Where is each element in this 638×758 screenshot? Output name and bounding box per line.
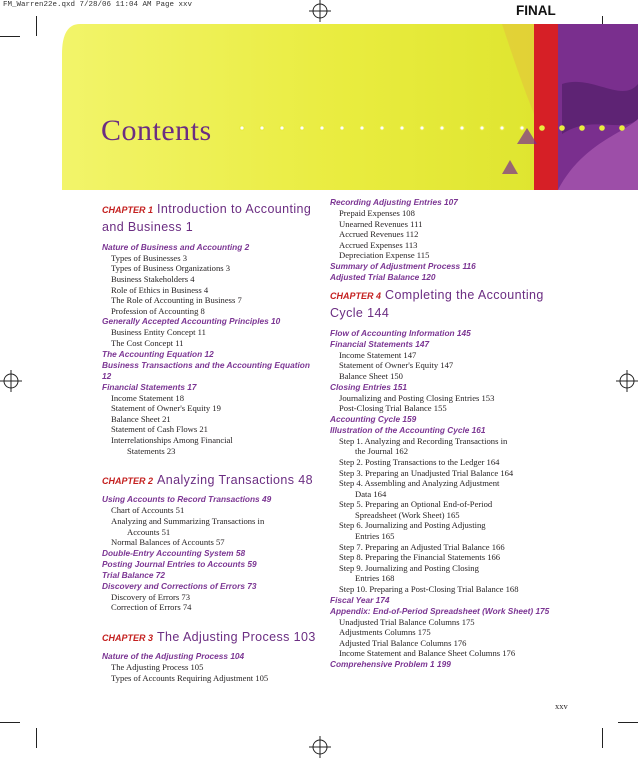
toc-entry: Prepaid Expenses 108 <box>339 208 415 218</box>
toc-section: Appendix: End-of-Period Spreadsheet (Work Sheet) 175 <box>330 605 550 616</box>
chapter-title: Completing the Accounting Cycle 144 <box>330 287 544 321</box>
toc-entry: The Cost Concept 11 <box>111 337 184 348</box>
chapter-heading <box>102 200 320 237</box>
toc-section: Using Accounts to Record Transactions 49 <box>102 494 272 505</box>
toc-entry: Step 8. Preparing the Financial Statements 166 <box>339 552 501 563</box>
toc-section: Generally Accepted Accounting Principles 10 <box>102 316 281 327</box>
toc-entry: Step 10. Preparing a Post-Closing Trial Balance 168 <box>339 584 519 595</box>
chapter-number: CHAPTER 2 <box>102 476 154 487</box>
toc-entry: Step 7. Preparing an Adjusted Trial Balance 166 <box>339 541 505 552</box>
toc-entry: Step 6. Journalizing and Posting Adjusting <box>339 520 486 531</box>
toc-entry: Post-Closing Trial Balance 155 <box>339 403 447 414</box>
toc-entry: The Adjusting Process 105 <box>111 662 204 673</box>
toc-entry: Business Entity Concept 11 <box>111 327 206 338</box>
toc-entry: the Journal 162 <box>355 446 408 457</box>
toc-section: Financial Statements 17 <box>102 381 197 392</box>
page-title: Contents <box>101 114 212 147</box>
toc-section: The Accounting Equation 12 <box>102 348 214 359</box>
toc-section: Business Transactions and the Accounting Equation 12 <box>102 359 310 381</box>
toc-entry: Entries 168 <box>355 573 395 584</box>
registration-mark-left-icon <box>0 370 22 392</box>
toc-entry: Step 5. Preparing an Optional End-of-Period <box>339 499 493 510</box>
toc-section: Discovery and Corrections of Errors 73 <box>102 580 257 591</box>
chapter-title: The Adjusting Process 103 <box>157 630 316 645</box>
chapter-heading <box>102 628 320 646</box>
toc-entry: Entries 165 <box>355 531 395 542</box>
toc-entry: Normal Balances of Accounts 57 <box>111 537 225 548</box>
toc-section: Double-Entry Accounting System 58 <box>102 547 246 558</box>
chapter-title: Introduction to Accounting and Business 1 <box>102 202 312 235</box>
toc-entry: Unadjusted Trial Balance Columns 175 <box>339 616 475 627</box>
toc-section: Comprehensive Problem 1 199 <box>330 659 451 669</box>
chapter-heading <box>330 286 552 323</box>
toc-section: Trial Balance 72 <box>102 569 166 580</box>
spacer <box>102 613 320 625</box>
crop-mark-bottom-left-v <box>36 728 37 748</box>
toc-entry: Journalizing and Posting Closing Entries 153 <box>339 392 495 403</box>
toc-entry: Unearned Revenues 111 <box>339 218 423 229</box>
toc-entry: Step 2. Posting Transactions to the Ledger 164 <box>339 456 500 467</box>
toc-entry: Types of Accounts Requiring Adjustment 105 <box>111 673 269 684</box>
toc-entry: Interrelationships Among Financial <box>111 434 233 445</box>
toc-entry: The Role of Accounting in Business 7 <box>111 295 242 306</box>
toc-entry: Statement of Owner's Equity 19 <box>111 403 221 414</box>
final-label: FINAL <box>516 3 556 18</box>
crop-mark-bottom-left <box>0 722 20 723</box>
toc-entry: Step 1. Analyzing and Recording Transactions in <box>339 435 508 446</box>
toc-entry: Statements 23 <box>127 445 176 456</box>
toc-entry: Role of Ethics in Business 4 <box>111 284 209 295</box>
decorative-banner <box>62 24 638 190</box>
toc-section: Closing Entries 151 <box>330 381 408 392</box>
crop-mark-top-left <box>0 36 20 37</box>
toc-section: Adjusted Trial Balance 120 <box>330 271 436 282</box>
toc-section: Illustration of the Accounting Cycle 161 <box>330 424 486 435</box>
crop-mark-top-left-v <box>36 16 37 36</box>
toc-entry: Accrued Revenues 112 <box>339 229 419 240</box>
toc-section: Nature of Business and Accounting 2 <box>102 241 250 252</box>
toc-section: Summary of Adjustment Process 116 <box>330 260 476 271</box>
toc-section: Flow of Accounting Information 145 <box>330 327 471 338</box>
toc-entry: Data 164 <box>355 488 387 499</box>
page-number: xxv <box>555 701 568 711</box>
toc-entry: Income Statement and Balance Sheet Columns 176 <box>339 648 516 659</box>
toc-entry: Spreadsheet (Work Sheet) 165 <box>355 509 460 520</box>
chapter-title: Analyzing Transactions 48 <box>157 473 313 488</box>
toc-entry: Profession of Accounting 8 <box>111 305 205 316</box>
toc-section: Recording Adjusting Entries 107 <box>330 197 458 207</box>
toc-entry: Chart of Accounts 51 <box>111 505 185 516</box>
print-slug: FM_Warren22e.qxd 7/28/06 11:04 AM Page xxv <box>3 1 193 9</box>
toc-entry: Balance Sheet 21 <box>111 413 171 424</box>
crop-mark-bottom-right <box>618 722 638 723</box>
chapter-number: CHAPTER 4 <box>330 290 382 301</box>
spacer <box>102 456 320 468</box>
toc-left-column <box>102 197 320 684</box>
toc-entry: Depreciation Expense 115 <box>339 250 430 261</box>
toc-section: Posting Journal Entries to Accounts 59 <box>102 558 257 569</box>
registration-mark-top-icon <box>309 0 331 22</box>
toc-section: Accounting Cycle 159 <box>330 413 417 424</box>
toc-entry: Statement of Cash Flows 21 <box>111 424 208 435</box>
toc-section: Nature of the Adjusting Process 104 <box>102 651 245 662</box>
toc-entry: Balance Sheet 150 <box>339 370 403 381</box>
chapter-number: CHAPTER 3 <box>102 633 154 644</box>
registration-mark-bottom-icon <box>309 736 331 758</box>
toc-section: Financial Statements 147 <box>330 338 430 349</box>
toc-entry: Discovery of Errors 73 <box>111 591 190 602</box>
toc-right-column <box>330 197 552 670</box>
toc-section: Fiscal Year 174 <box>330 594 390 605</box>
toc-entry: Statement of Owner's Equity 147 <box>339 360 454 371</box>
toc-entry: Income Statement 18 <box>111 392 185 403</box>
registration-mark-right-icon <box>616 370 638 392</box>
toc-entry: Business Stakeholders 4 <box>111 273 195 284</box>
crop-mark-bottom-right-v <box>602 728 603 748</box>
toc-entry: Adjusted Trial Balance Columns 176 <box>339 637 467 648</box>
toc-entry: Step 3. Preparing an Unadjusted Trial Balance 164 <box>339 467 514 478</box>
toc-entry: Accounts 51 <box>127 526 171 537</box>
toc-entry: Step 9. Journalizing and Posting Closing <box>339 562 479 573</box>
toc-entry: Analyzing and Summarizing Transactions in <box>111 516 265 527</box>
toc-entry: Correction of Errors 74 <box>111 602 192 613</box>
chapter-number: CHAPTER 1 <box>102 205 154 215</box>
toc-entry: Income Statement 147 <box>339 349 417 360</box>
toc-entry: Types of Businesses 3 <box>111 252 188 263</box>
toc-entry: Step 4. Assembling and Analyzing Adjustment <box>339 478 500 489</box>
toc-entry: Accrued Expenses 113 <box>339 239 418 250</box>
toc-entry: Adjustments Columns 175 <box>339 627 431 638</box>
chapter-heading <box>102 471 320 489</box>
toc-entry: Types of Business Organizations 3 <box>111 263 231 274</box>
